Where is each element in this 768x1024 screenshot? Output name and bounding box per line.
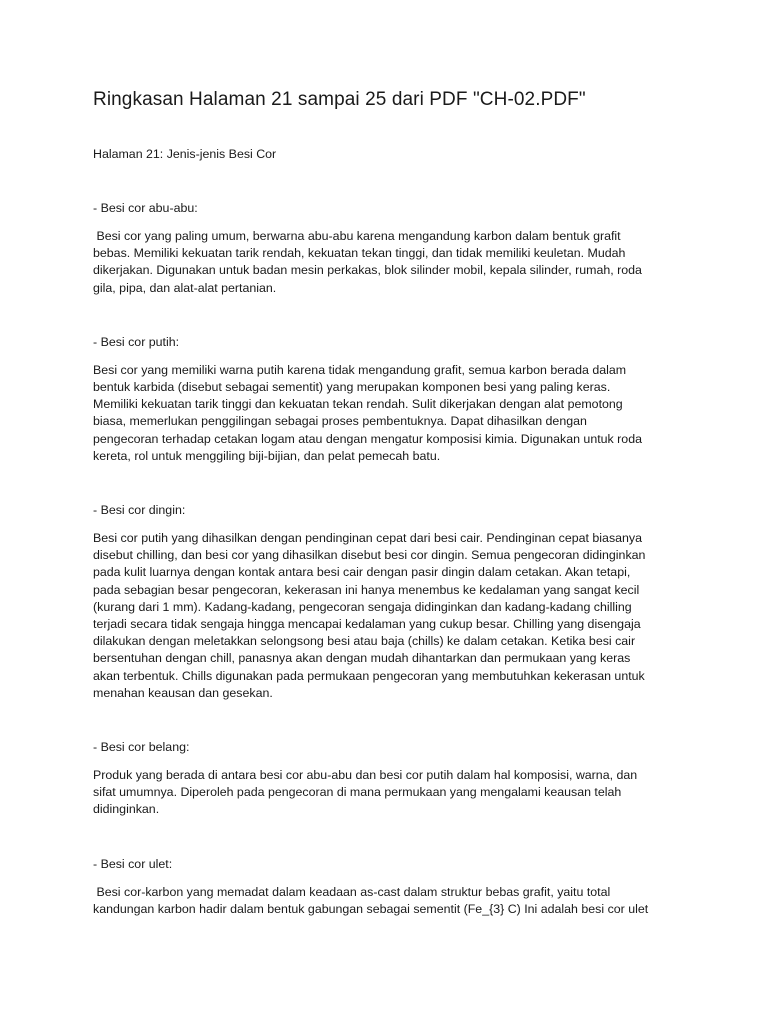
section-heading: - Besi cor ulet: [93, 856, 173, 871]
section-body: Besi cor yang memiliki warna putih karena tidak mengandung grafit, semua karbon berada dalam bentuk karbida (disebut sebagai sementit) yang merupakan komponen besi yang paling keras. Memiliki kekuatan tarik tinggi dan kekuatan tekan rendah. Sulit dikerjakan dengan alat pemotong biasa, memerlukan penggilingan sebagai proses pembentuknya. Dapat dihasilkan dengan pengecoran terhadap cetakan logam atau dengan mengatur komposisi kimia. Digunakan untuk roda kereta, rol untuk menggiling biji-bijian, dan pelat pemecah batu. [93, 362, 642, 463]
section-body: Produk yang berada di antara besi cor abu-abu dan besi cor putih dalam hal komposisi, warna, dan sifat umumnya. Diperoleh pada pengecoran di mana permukaan yang mengalami keausan telah didinginkan. [93, 768, 638, 817]
section-body: Besi cor putih yang dihasilkan dengan pendinginan cepat dari besi cair. Pendinginan cepat biasanya disebut chilling, dan besi cor yang dihasilkan disebut besi cor dingin. Semua pengecoran didinginkan pada kulit luarnya dengan kontak antara besi cair dengan pasir dingin dalam cetakan. Akan tetapi, pada sebagian besar pengecoran, kekerasan ini hanya menembus ke kedalaman yang sangat kecil (kurang dari 1 mm). Kadang-kadang, pengecoran sengaja didinginkan dan kadang-kadang chilling terjadi secara tidak sengaja hingga mencapai kedalaman yang cukup besar. Chilling yang disengaja dilakukan dengan meletakkan selongsong besi atau baja (chills) ke dalam cetakan. Ketika besi cair bersentuhan dengan chill, panasnya akan dengan mudah dihantarkan dan permukaan yang keras akan terbentuk. Chills digunakan pada permukaan pengecoran yang membutuhkan kekerasan untuk menahan keausan dan gesekan. [93, 531, 646, 700]
page-heading: Halaman 21: Jenis-jenis Besi Cor [93, 147, 277, 161]
section-heading: - Besi cor putih: [93, 334, 180, 349]
section-ductile-cast-iron [93, 856, 673, 918]
section-body: Besi cor-karbon yang memadat dalam keadaan as-cast dalam struktur bebas grafit, yaitu total kandungan karbon hadir dalam bentuk gabungan sebagai sementit (Fe_{3} C) Ini adalah besi cor ulet [93, 884, 649, 916]
section-chilled-cast-iron [93, 502, 673, 702]
section-mottled-cast-iron [93, 739, 673, 819]
section-body: Besi cor yang paling umum, berwarna abu-abu karena mengandung karbon dalam bentuk grafit bebas. Memiliki kekuatan tarik rendah, kekuatan tekan tinggi, dan tidak memiliki keuletan. Mudah dikerjakan. Digunakan untuk badan mesin perkakas, blok silinder mobil, kepala silinder, rumah, roda gila, pipa, dan alat-alat pertanian. [93, 229, 642, 295]
document-title: Ringkasan Halaman 21 sampai 25 dari PDF "CH-02.PDF" [93, 89, 586, 110]
section-gray-cast-iron [93, 200, 673, 297]
section-heading: - Besi cor abu-abu: [93, 201, 198, 215]
section-heading: - Besi cor belang: [93, 740, 190, 755]
section-white-cast-iron [93, 334, 673, 465]
document-page [93, 86, 673, 955]
section-heading: - Besi cor dingin: [93, 503, 186, 518]
